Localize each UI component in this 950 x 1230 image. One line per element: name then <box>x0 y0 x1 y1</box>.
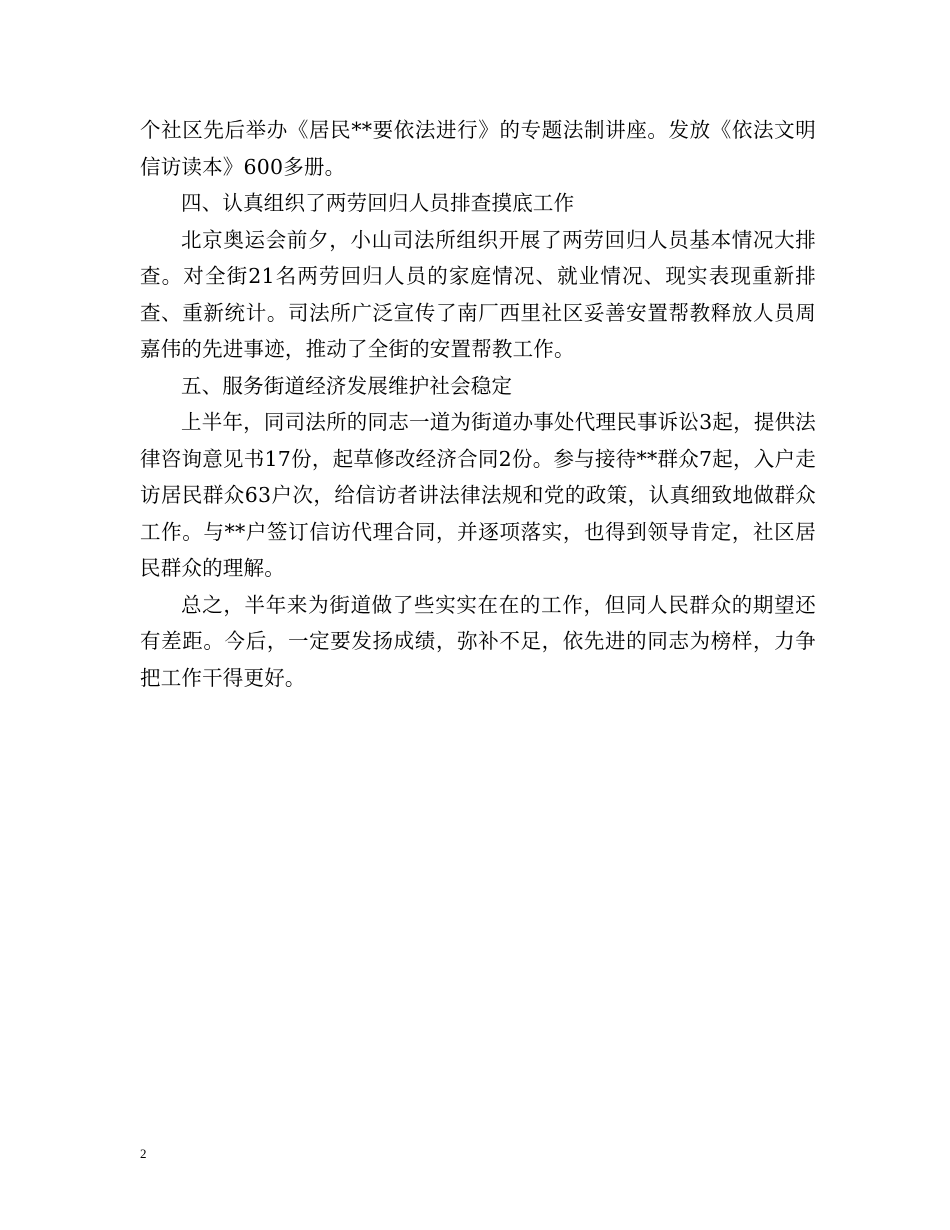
section-heading-five: 五、服务街道经济发展维护社会稳定 <box>181 373 513 398</box>
paragraph-conclusion: 总之，半年来为街道做了些实实在在的工作，但同人民群众的期望还有差距。今后，一定要发扬成绩，弥补不足，依先进的同志为榜样，力争把工作干得更好。 <box>140 592 816 690</box>
paragraph-continuation: 个社区先后举办《居民**要依法进行》的专题法制讲座。发放《依法文明信访读本》600多册。 <box>140 118 816 179</box>
section-heading-four: 四、认真组织了两劳回归人员排查摸底工作 <box>181 191 575 215</box>
document-body <box>140 112 816 696</box>
paragraph-section-five: 上半年，同司法所的同志一道为街道办事处代理民事诉讼3起，提供法律咨询意见书17份，起草修改经济合同2份。参与接待**群众7起，入户走访居民群众63户次，给信访者讲法律法规和党的政策，认真细致地做群众工作。与**户签订信访代理合同，并逐项落实，也得到领导肯定，社区居民群众的理解。 <box>140 410 816 580</box>
page-number: 2 <box>140 1146 147 1161</box>
paragraph-section-four: 北京奥运会前夕，小山司法所组织开展了两劳回归人员基本情况大排查。对全街21名两劳回归人员的家庭情况、就业情况、现实表现重新排查、重新统计。司法所广泛宣传了南厂西里社区妥善安置帮教释放人员周嘉伟的先进事迹，推动了全街的安置帮教工作。 <box>140 227 816 361</box>
